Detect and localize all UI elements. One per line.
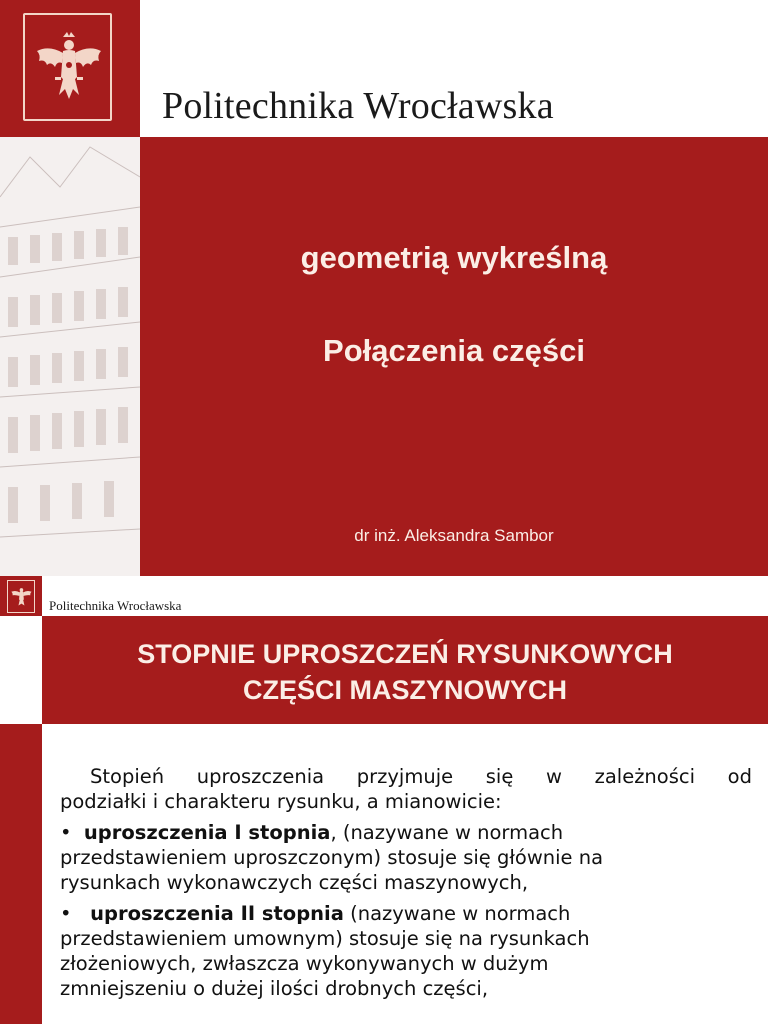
eagle-crest-icon — [23, 13, 112, 121]
logo-block — [0, 0, 140, 137]
bullet-2-line-3: złożeniowych, zwłaszcza wykonywanych w dużym — [60, 952, 549, 975]
building-illustration — [0, 137, 140, 576]
eagle-icon — [8, 581, 34, 612]
bullet-1-line-3: rysunkach wykonawczych części maszynowych, — [60, 871, 529, 894]
author: dr inż. Aleksandra Sambor — [354, 526, 554, 545]
bullet-1-line-2: przedstawieniem uproszczonym) stosuje się głównie na — [60, 846, 604, 869]
eagle-icon — [25, 15, 110, 119]
side-accent-bar — [0, 724, 42, 1024]
title-panel — [140, 137, 768, 576]
bullet-1-text: , (nazywane w normach — [330, 821, 564, 844]
building-photo — [0, 137, 140, 576]
lecture-title: Połączenia części — [323, 333, 585, 368]
bullet-2-line-1 — [60, 901, 752, 926]
slide-heading-panel — [42, 616, 768, 724]
bullet-2-text: (nazywane w normach — [343, 902, 571, 925]
bullet-item-1 — [60, 820, 752, 895]
university-name: Politechnika Wrocławska — [162, 85, 554, 127]
bullet-item-2 — [60, 901, 752, 1001]
bullet-marker: • — [60, 902, 72, 925]
university-name-small: Politechnika Wrocławska — [49, 598, 182, 613]
eagle-crest-icon — [7, 580, 35, 613]
heading-line-1: STOPNIE UPROSZCZEŃ RYSUNKOWYCH — [137, 639, 673, 669]
bullet-2-line-4: zmniejszeniu o dużej ilości drobnych części, — [60, 977, 489, 1000]
bullet-marker: • — [60, 821, 72, 844]
intro-line-1: Stopień uproszczenia przyjmuje się w zależności od — [90, 765, 752, 788]
bullet-1-line-1 — [60, 820, 752, 845]
content-slide — [0, 576, 768, 1024]
slide-body — [60, 764, 752, 1007]
bullet-2-term: uproszczenia II stopnia — [90, 902, 344, 925]
small-logo-block — [0, 576, 42, 616]
bullet-1-term: uproszczenia I stopnia — [83, 821, 331, 844]
heading-line-2: CZĘŚCI MASZYNOWYCH — [243, 675, 567, 705]
intro-line-2: podziałki i charakteru rysunku, a mianowicie: — [60, 790, 502, 813]
bullet-2-line-2: przedstawieniem umownym) stosuje się na rysunkach — [60, 927, 590, 950]
header-left-strip — [0, 616, 42, 724]
intro-paragraph — [60, 764, 752, 814]
subject-title: geometrią wykreślną — [300, 240, 608, 275]
